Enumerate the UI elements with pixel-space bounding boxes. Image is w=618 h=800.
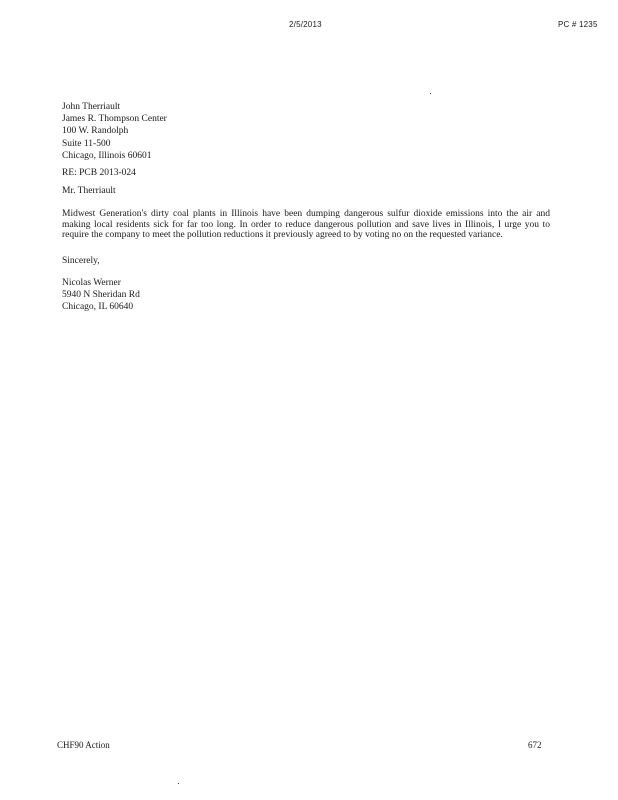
document-reference: PC # 1235 [558,20,598,29]
footer-organization: CHF90 Action [57,740,110,750]
sender-city: Chicago, IL 60640 [62,302,134,313]
recipient-city: Chicago, Illinois 60601 [62,150,152,161]
sender-name: Nicolas Werner [62,278,121,288]
sender-street: 5940 N Sheridan Rd [62,290,140,301]
recipient-name: John Therriault [62,102,121,112]
scan-speck [178,783,179,784]
closing: Sincerely, [62,256,100,266]
salutation: Mr. Therriault [62,186,116,196]
fax-date-header: 2/5/2013 [289,20,322,29]
letter-body: Midwest Generation's dirty coal plants in Illinois have been dumping dangerous sulfur dioxide emissions into the air and making local residents sick for far too long. In order to reduce dangerous pollution and save lives in Illinois, I urge you to require the company to meet the pollution reductions it previously agreed to by voting no on the requested variance. [62,209,550,241]
subject-reference: RE: PCB 2013-024 [62,168,136,178]
recipient-building: James R. Thompson Center [62,114,167,125]
recipient-suite: Suite 11-500 [62,138,111,149]
footer-page-number: 672 [528,740,542,750]
scan-speck [430,93,431,94]
recipient-street: 100 W. Randolph [62,126,129,137]
sender-block [62,277,140,314]
recipient-address [62,101,167,162]
